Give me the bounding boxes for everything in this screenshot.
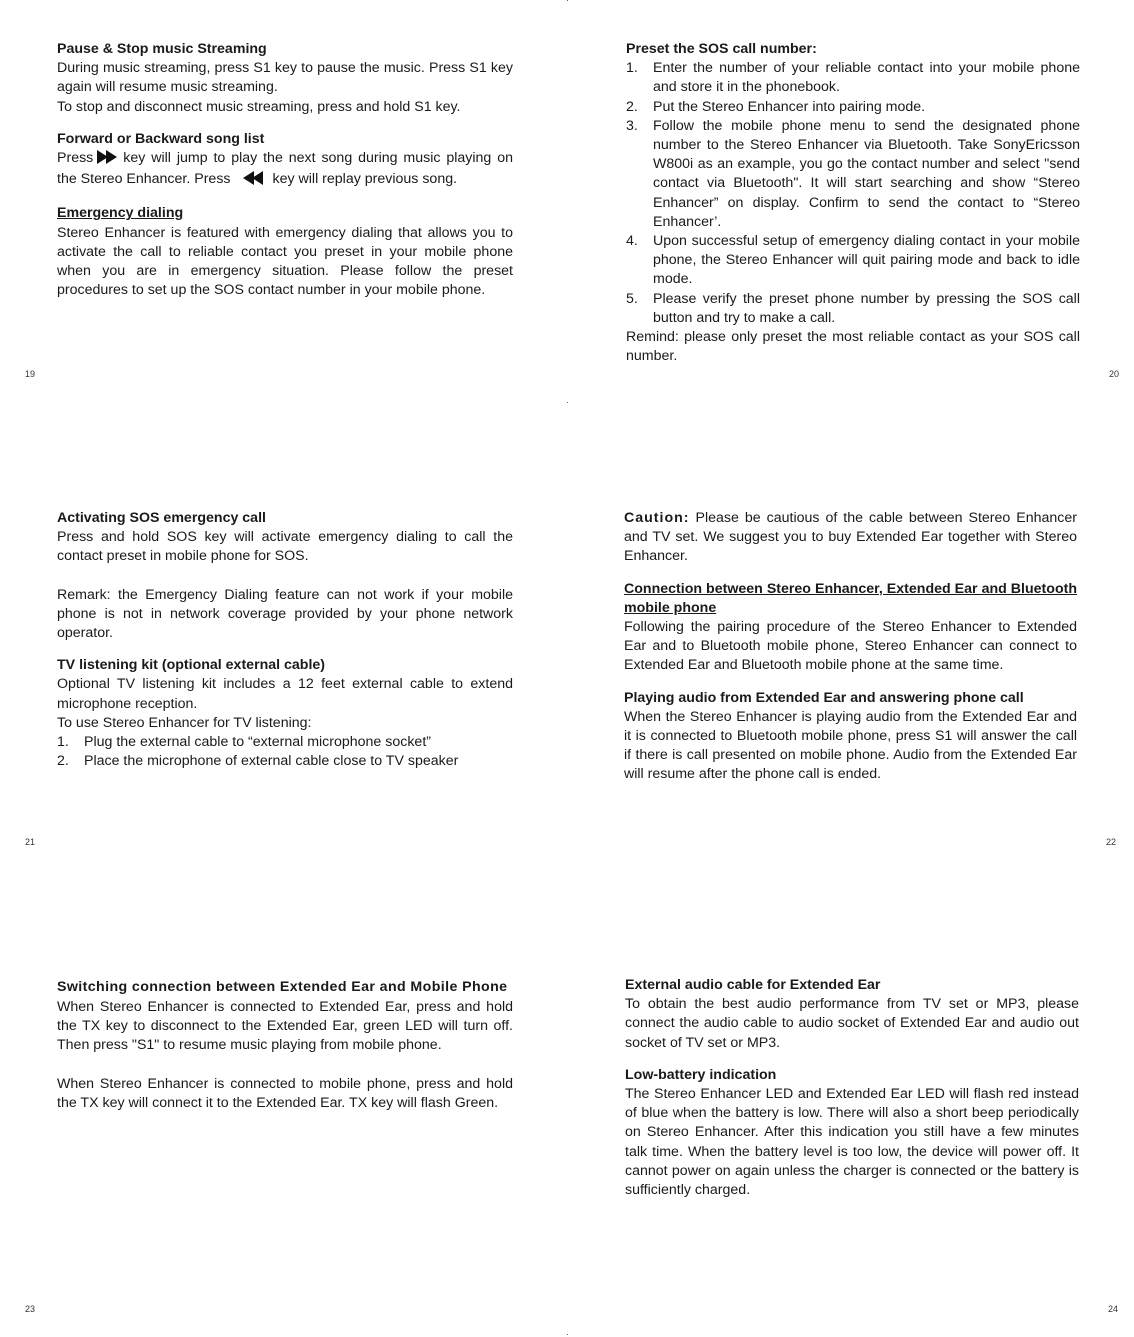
rewind-icon <box>241 171 263 191</box>
section-heading: Activating SOS emergency call <box>57 510 266 526</box>
list-text: Plug the external cable to “external microphone socket” <box>84 734 431 751</box>
text-fragment: key will jump to play the next song during music playing on the Stereo Enhancer. Press <box>57 150 513 188</box>
page-number: 20 <box>1109 369 1120 379</box>
paragraph: Press and hold SOS key will activate emergency dialing to call the contact preset in mobile phone for SOS. <box>57 529 513 565</box>
list-number: 2. <box>626 98 638 115</box>
list-item <box>626 290 1080 328</box>
section-heading: Playing audio from Extended Ear and answering phone call <box>624 689 1024 706</box>
paragraph: Stereo Enhancer is featured with emergency dialing that allows you to activate the call to reliable contact you preset in your mobile phone when you are in emergency situation. Please follow the preset procedures to set up the SOS contact number in your mobile phone. <box>57 224 513 299</box>
list-number: 1. <box>57 734 69 751</box>
text-fragment: Press <box>57 150 94 167</box>
registration-mark <box>567 402 568 403</box>
page-number: 21 <box>25 837 36 847</box>
section-heading: Preset the SOS call number: <box>626 41 817 57</box>
page-number: 23 <box>25 1304 36 1314</box>
section-heading: Emergency dialing <box>57 205 184 222</box>
page-24 <box>625 976 1079 1200</box>
paragraph: Following the pairing procedure of the Stereo Enhancer to Extended Ear and to Bluetooth mobile phone, Stereo Enhancer can connect to Extended Ear and Bluetooth mobile phone at the same time. <box>624 619 1077 674</box>
page-number: 19 <box>25 369 36 379</box>
page-21 <box>57 509 513 771</box>
page-23 <box>57 976 513 1113</box>
list-item <box>57 752 513 771</box>
list-item <box>626 232 1080 290</box>
list-text: Please verify the preset phone number by pressing the SOS call button and try to make a call. <box>653 290 1080 326</box>
list-item <box>626 59 1080 97</box>
list-number: 4. <box>626 233 638 250</box>
page-20 <box>626 40 1080 366</box>
paragraph: Remark: the Emergency Dialing feature can not work if your mobile phone is not in network coverage provided by your phone network operator. <box>57 586 513 642</box>
list-number: 5. <box>626 290 638 307</box>
list-text: Upon successful setup of emergency dialing contact in your mobile phone, the Stereo Enhancer will quit pairing mode and back to idle mode. <box>653 233 1080 288</box>
paragraph: When Stereo Enhancer is connected to mobile phone, press and hold the TX key will connect it to the Extended Ear. TX key will flash Green. <box>57 1075 513 1111</box>
list-number: 2. <box>57 753 69 770</box>
list-text: Put the Stereo Enhancer into pairing mode. <box>653 98 926 115</box>
numbered-list <box>626 59 1080 328</box>
paragraph <box>57 149 513 191</box>
paragraph: To stop and disconnect music streaming, press and hold S1 key. <box>57 98 461 115</box>
paragraph: Optional TV listening kit includes a 12 feet external cable to extend microphone reception. <box>57 676 513 712</box>
paragraph: When Stereo Enhancer is connected to Extended Ear, press and hold the TX key to disconnect to the Extended Ear, green LED will turn off. Then press "S1" to resume music playing from mobile phone. <box>57 999 513 1054</box>
list-item <box>57 733 513 752</box>
section-heading: Switching connection between Extended Ear and Mobile Phone <box>57 979 508 995</box>
section-heading: Connection between Stereo Enhancer, Extended Ear and Bluetooth mobile phone <box>624 580 1077 616</box>
registration-mark <box>567 1334 568 1335</box>
list-text: Place the microphone of external cable close to TV speaker <box>84 753 459 770</box>
section-heading: Forward or Backward song list <box>57 130 265 147</box>
section-heading: Low-battery indication <box>625 1066 777 1083</box>
list-item <box>626 98 1080 117</box>
paragraph <box>624 509 1077 567</box>
numbered-list <box>57 733 513 771</box>
list-number: 3. <box>626 117 638 134</box>
list-number: 1. <box>626 60 638 77</box>
section-heading: External audio cable for Extended Ear <box>625 977 881 993</box>
page-19 <box>57 40 513 300</box>
paragraph: The Stereo Enhancer LED and Extended Ear LED will flash red instead of blue when the battery is low. There will also a short beep periodically on Stereo Enhancer. After this indication you still have a few minutes talk time. When the battery level is too low, the device will power off. It cannot power on again unless the charger is connected or the battery is sufficiently charged. <box>625 1086 1079 1199</box>
page-number: 24 <box>1108 1304 1119 1314</box>
list-text: Follow the mobile phone menu to send the designated phone number to the Stereo Enhancer via Bluetooth. Take SonyEricsson W800i as an example, you go the contact number and select "send contact via Bluetooth". It will start searching and show “Stereo Enhancer” on display. Confirm to send the contact to “Stereo Enhancer’. <box>653 117 1080 230</box>
registration-mark <box>567 0 568 1</box>
text-fragment: key will replay previous song. <box>272 171 458 188</box>
caution-label: Caution: <box>624 510 690 526</box>
paragraph: During music streaming, press S1 key to pause the music. Press S1 key again will resume music streaming. <box>57 60 513 96</box>
list-text: Enter the number of your reliable contact into your mobile phone and store it in the phonebook. <box>653 60 1080 96</box>
page-number: 22 <box>1106 837 1117 847</box>
caution-text: Please be cautious of the cable between Stereo Enhancer and TV set. We suggest you to buy Extended Ear together with Stereo Enhancer. <box>624 510 1077 565</box>
paragraph: Remind: please only preset the most reliable contact as your SOS call number. <box>626 329 1080 365</box>
section-heading: Pause & Stop music Streaming <box>57 41 267 57</box>
paragraph: To use Stereo Enhancer for TV listening: <box>57 714 312 731</box>
fast-forward-icon <box>97 150 119 170</box>
section-heading: TV listening kit (optional external cable) <box>57 657 326 674</box>
list-item <box>626 117 1080 232</box>
page-22 <box>624 509 1077 785</box>
paragraph: When the Stereo Enhancer is playing audio from the Extended Ear and it is connected to Bluetooth mobile phone, press S1 will answer the call if there is call presented on mobile phone. Audio from the Extended Ear will resume after the phone call is ended. <box>624 708 1077 783</box>
paragraph: To obtain the best audio performance from TV set or MP3, please connect the audio cable to audio socket of Extended Ear and audio out socket of TV set or MP3. <box>625 996 1079 1051</box>
